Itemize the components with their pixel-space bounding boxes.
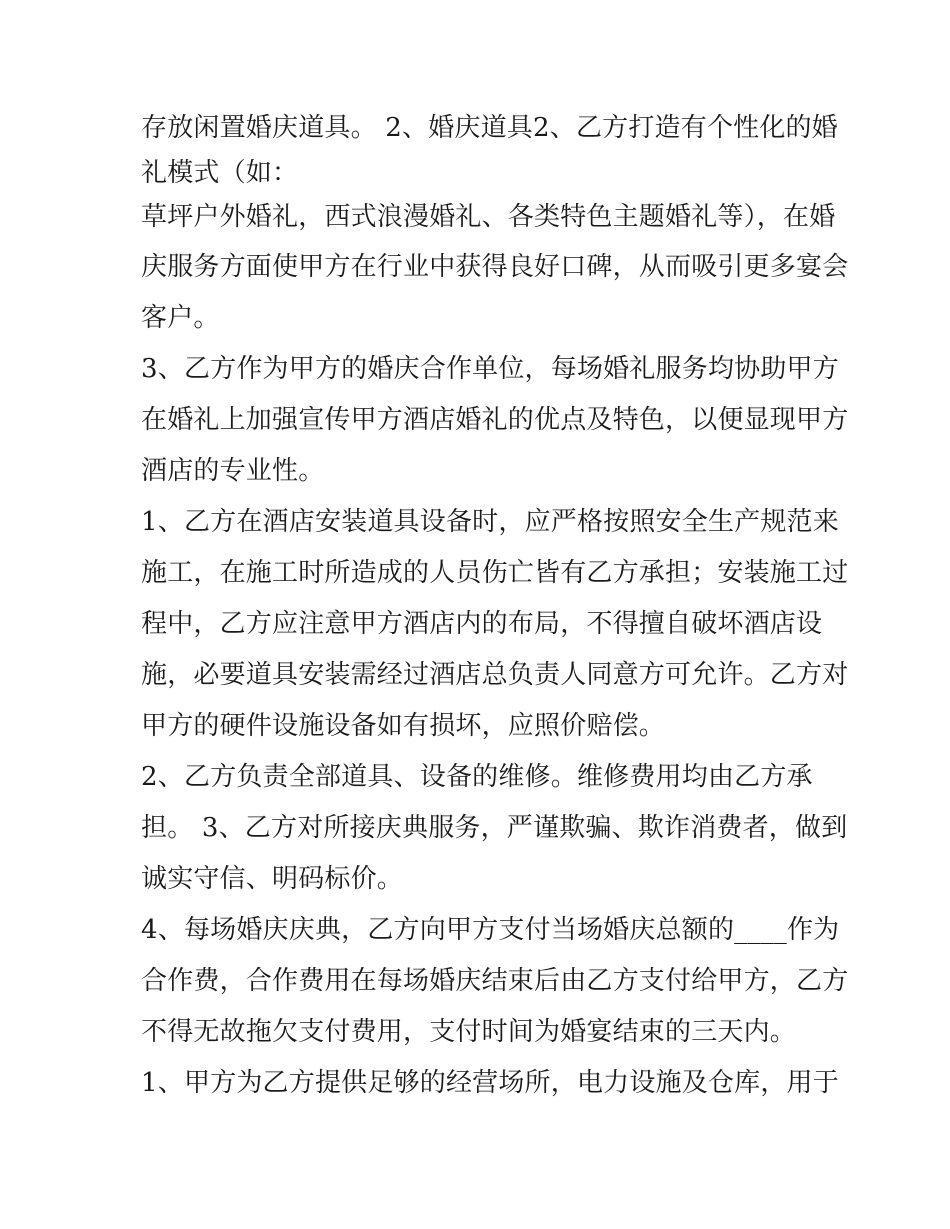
text-line: 在婚礼上加强宣传甲方酒店婚礼的优点及特色，以便显现甲方 [141, 405, 849, 435]
text-line: 诚实守信、明码标价。 [141, 864, 404, 894]
text-line: 酒店的专业性。 [141, 456, 325, 486]
text-line: 3、乙方作为甲方的婚庆合作单位，每场婚礼服务均协助甲方 [141, 354, 839, 384]
text-line: 1、乙方在酒店安装道具设备时，应严格按照安全生产规范来 [141, 507, 839, 537]
text-line: 甲方的硬件设施设备如有损坏，应照价赔偿。 [141, 711, 666, 741]
document-body [141, 103, 849, 1109]
text-line: 不得无故拖欠支付费用，支付时间为婚宴结束的三天内。 [141, 1017, 797, 1047]
text-line: 施工，在施工时所造成的人员伤亡皆有乙方承担；安装施工过 [141, 558, 849, 588]
text-line: 2、乙方负责全部道具、设备的维修。维修费用均由乙方承 [141, 762, 813, 792]
text-line: 1、甲方为乙方提供足够的经营场所，电力设施及仓库，用于 [141, 1068, 839, 1098]
text-line: 施，必要道具安装需经过酒店总负责人同意方可允许。乙方对 [141, 660, 849, 690]
text-line: 礼模式（如： [141, 158, 299, 188]
text-line: 庆服务方面使甲方在行业中获得良好口碑，从而吸引更多宴会 [141, 252, 849, 282]
text-line: 客户。 [141, 303, 220, 333]
text-line: 4、每场婚庆庆典，乙方向甲方支付当场婚庆总额的____作为 [141, 915, 840, 945]
text-line: 合作费，合作费用在每场婚庆结束后由乙方支付给甲方，乙方 [141, 966, 849, 996]
text-line: 草坪户外婚礼，西式浪漫婚礼、各类特色主题婚礼等），在婚 [141, 202, 836, 232]
text-line: 担。 3、乙方对所接庆典服务，严谨欺骗、欺诈消费者，做到 [141, 813, 848, 843]
text-line: 存放闲置婚庆道具。 2、婚庆道具2、乙方打造有个性化的婚 [141, 113, 838, 143]
text-line: 程中，乙方应注意甲方酒店内的布局，不得擅自破坏酒店设 [141, 609, 823, 639]
